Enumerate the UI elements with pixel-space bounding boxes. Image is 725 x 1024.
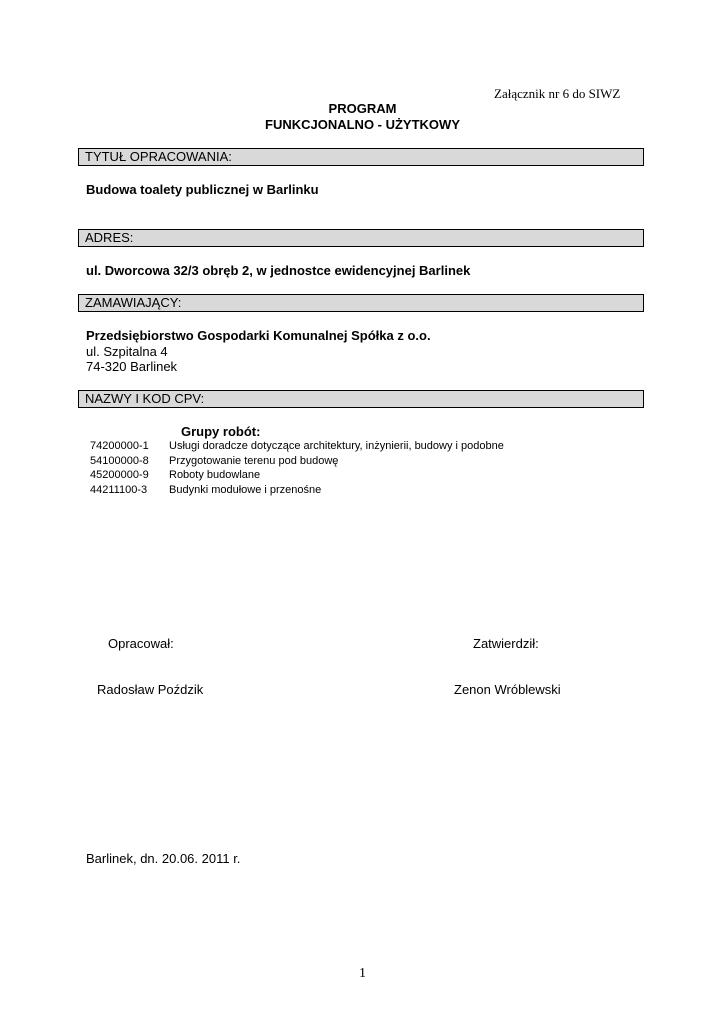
cpv-section-label: NAZWY I KOD CPV: (78, 390, 644, 408)
approved-by-name: Zenon Wróblewski (454, 682, 561, 697)
cpv-name: Budynki modułowe i przenośne (169, 483, 322, 496)
cpv-code: 45200000-9 (90, 469, 149, 481)
document-title-line2: FUNKCJONALNO - UŻYTKOWY (265, 117, 460, 132)
cpv-row (90, 454, 504, 469)
title-section-label: TYTUŁ OPRACOWANIA: (78, 148, 644, 166)
cpv-table (90, 439, 504, 497)
page-number: 1 (359, 966, 366, 981)
cpv-row (90, 439, 504, 454)
title-value: Budowa toalety publicznej w Barlinku (86, 182, 319, 197)
prepared-by-label: Opracował: (108, 636, 174, 651)
cpv-row (90, 468, 504, 483)
cpv-name: Usługi doradcze dotyczące architektury, inżynierii, budowy i podobne (169, 440, 504, 452)
client-city: 74-320 Barlinek (86, 359, 178, 374)
prepared-by-name: Radosław Poździk (97, 682, 204, 697)
cpv-name: Przygotowanie terenu pod budowę (169, 454, 339, 467)
approved-by-label: Zatwierdził: (473, 636, 539, 651)
cpv-heading: Grupy robót: (181, 424, 261, 439)
client-street: ul. Szpitalna 4 (86, 344, 168, 359)
attachment-note: Załącznik nr 6 do SIWZ (494, 86, 621, 101)
cpv-name: Roboty budowlane (169, 469, 261, 481)
client-name: Przedsiębiorstwo Gospodarki Komunalnej Spółka z o.o. (86, 328, 431, 343)
cpv-code: 44211100-3 (90, 483, 148, 496)
client-section-label: ZAMAWIAJĄCY: (78, 294, 644, 312)
document-title-line1: PROGRAM (328, 101, 397, 116)
address-value: ul. Dworcowa 32/3 obręb 2, w jednostce ewidencyjnej Barlinek (86, 263, 471, 278)
cpv-code: 54100000-8 (90, 454, 149, 467)
cpv-code: 74200000-1 (90, 440, 149, 452)
address-section-label: ADRES: (78, 229, 644, 247)
cpv-row (90, 483, 504, 498)
place-and-date: Barlinek, dn. 20.06. 2011 r. (86, 851, 241, 866)
